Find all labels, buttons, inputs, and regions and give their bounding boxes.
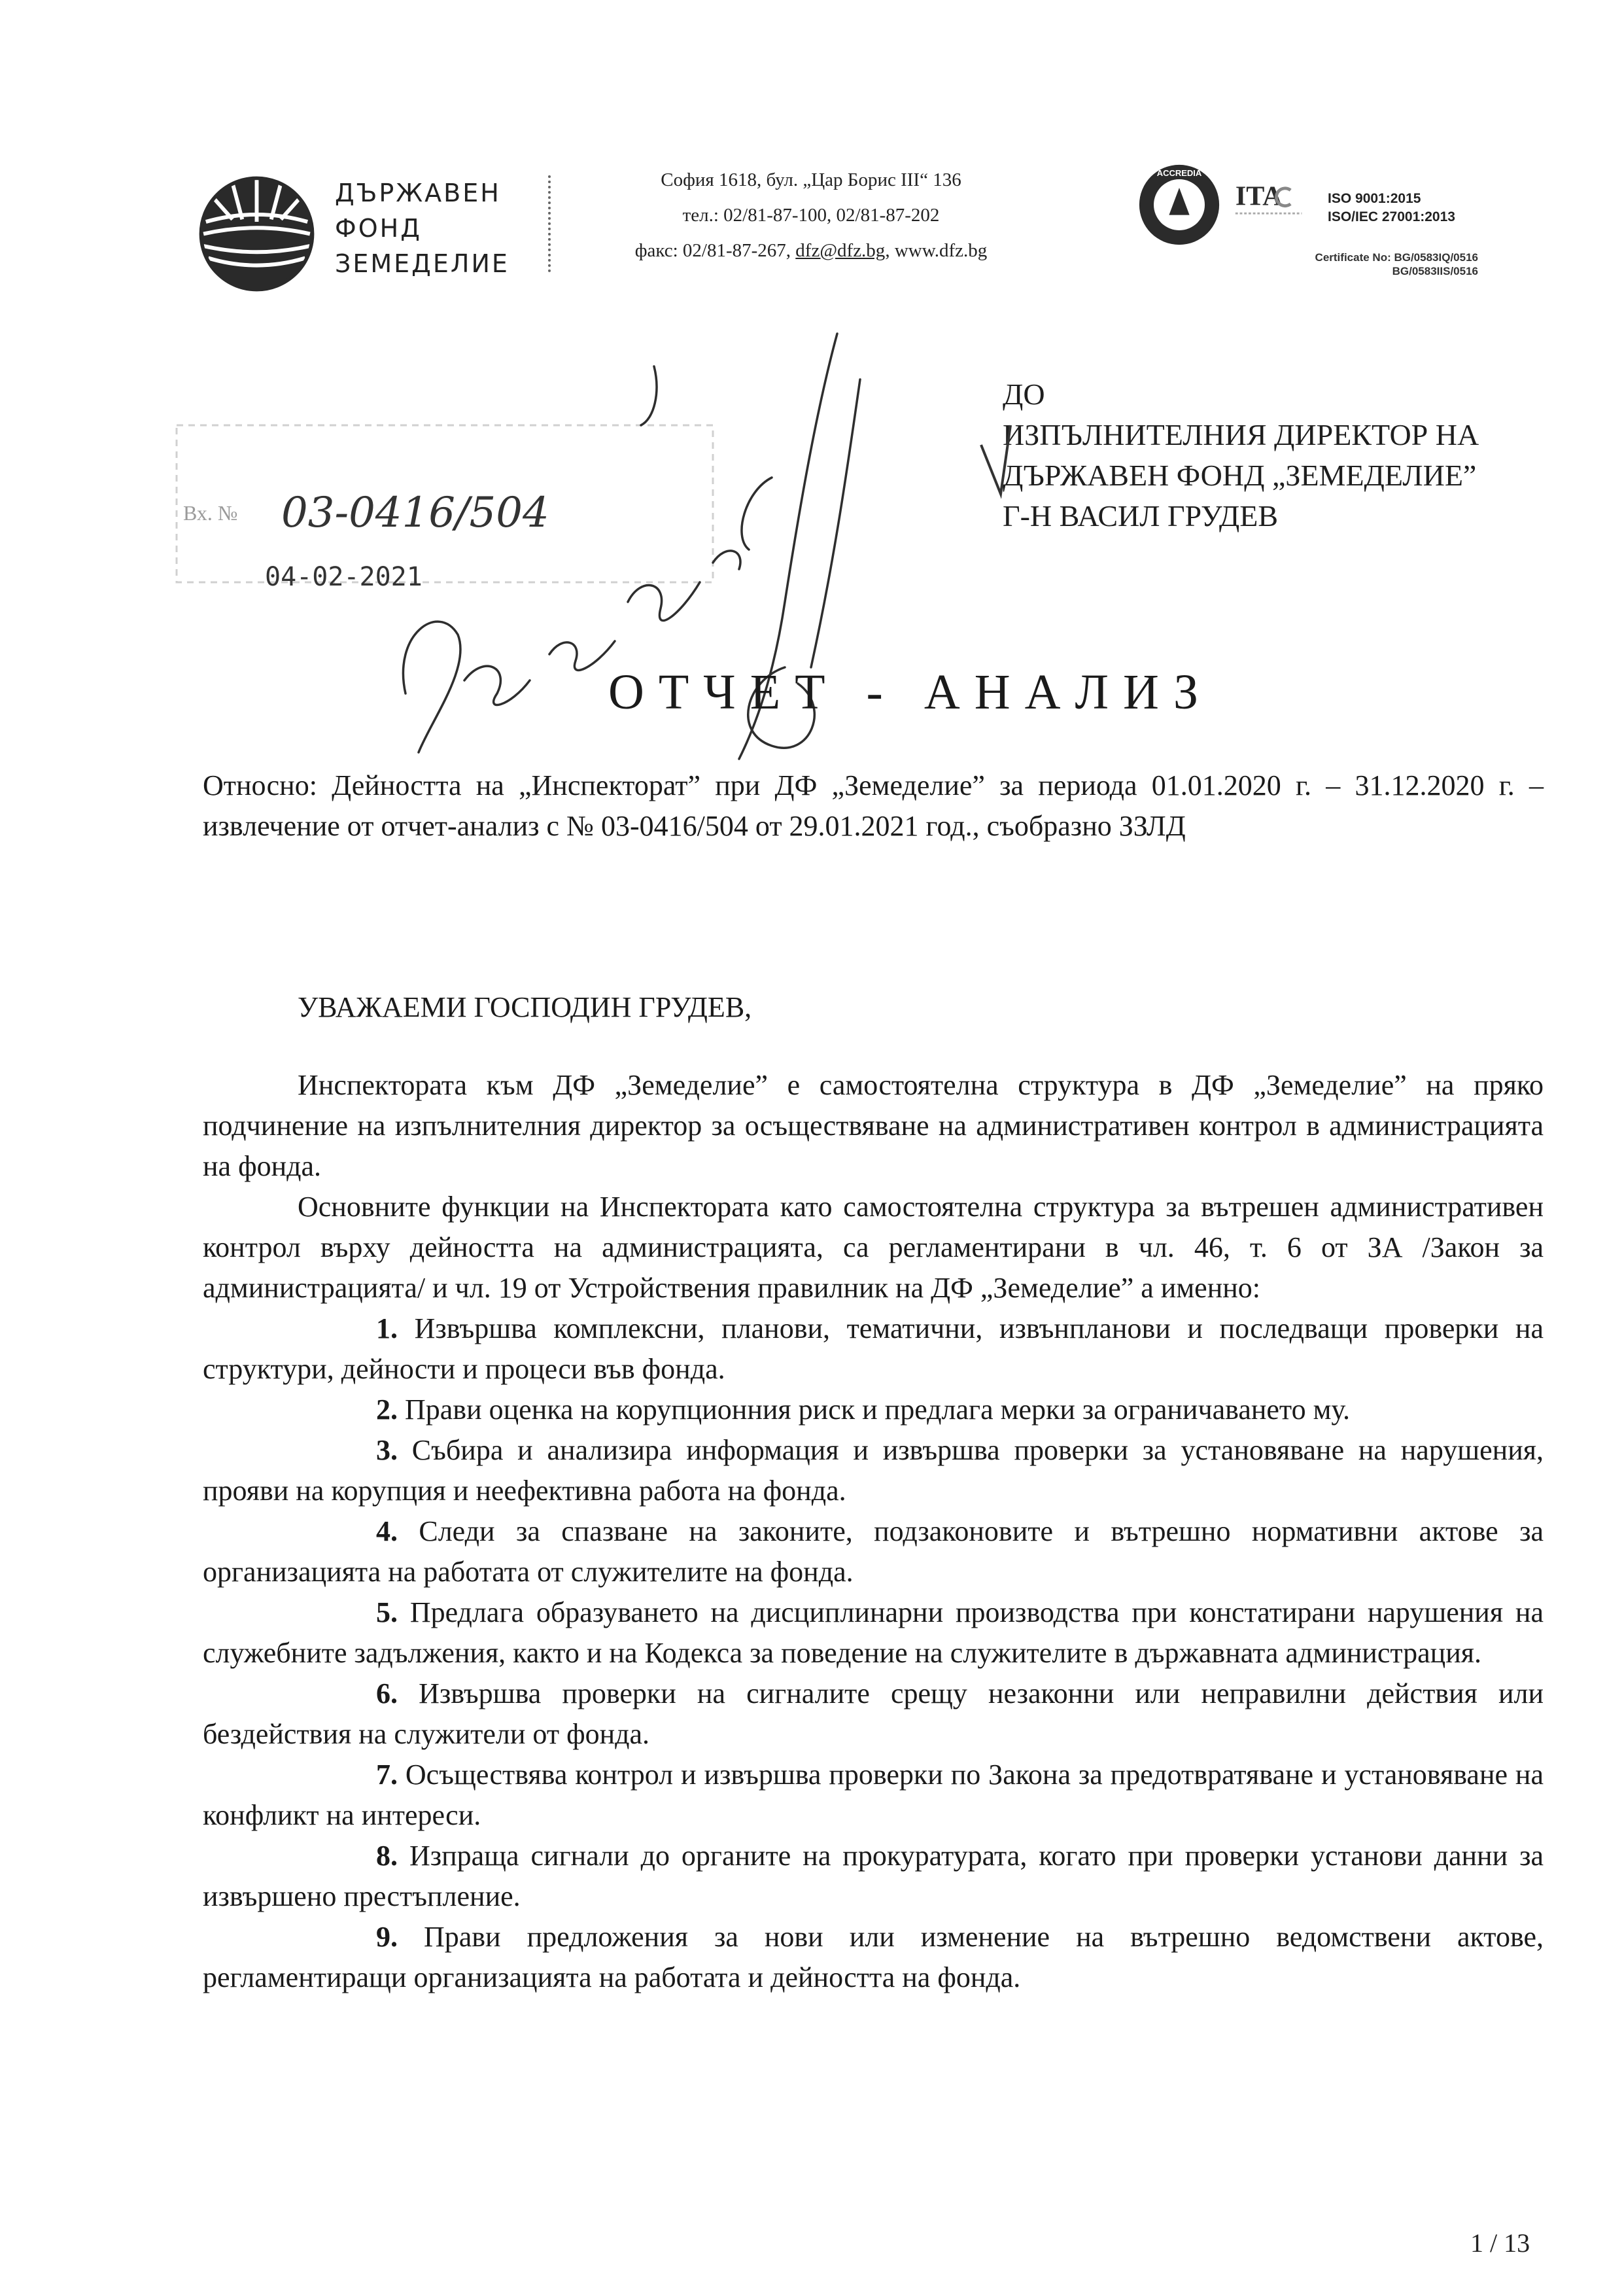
contact-fax: [576, 233, 1046, 268]
list-item: [203, 1511, 1544, 1592]
list-item-number: 7.: [376, 1759, 398, 1791]
functions-list: [203, 1308, 1544, 1998]
list-item-text: Събира и анализира информация и извършва проверки за установяване на нарушения, прояви на корупция и неефективна работа на фонда.: [203, 1434, 1544, 1507]
org-name-line: ФОНД: [335, 214, 422, 243]
stamp-registration-number: 03-0416/504: [281, 489, 549, 537]
list-item-number: 5.: [376, 1596, 398, 1628]
list-item-text: Изпраща сигнали до органите на прокуратурата, когато при проверки установи данни за извършено престъпление.: [203, 1840, 1544, 1912]
header-divider: [548, 175, 551, 272]
list-item-number: 9.: [376, 1921, 398, 1953]
list-item-text: Извършва комплексни, планови, тематични, извънпланови и последващи проверки на структури, дейности и процеси във фонда.: [203, 1312, 1544, 1385]
iso-standards: [1328, 190, 1455, 226]
subject-line: Относно: Дейността на „Инспекторат” при ДФ „Земеделие” за периода 01.01.2020 г. – 31.12.2020 г. – извлечение от отчет-анализ с № 03-0416/504 от 29.01.2021 год., съобразно ЗЗЛД: [203, 769, 1544, 842]
iso-line: ISO/IEC 27001:2013: [1328, 209, 1455, 224]
addressee-line: ИЗПЪЛНИТЕЛНИЯ ДИРЕКТОР НА: [1003, 418, 1479, 451]
document-title: ОТЧЕТ - АНАЛИЗ: [608, 665, 1213, 720]
list-item-number: 4.: [376, 1515, 398, 1547]
body-paragraph: Инспектората към ДФ „Земеделие” е самостоятелна структура в ДФ „Земеделие” на пряко подчинение на изпълнителния директор за осъществяване на административен контрол в администрацията на фонда.: [203, 1069, 1544, 1182]
list-item: [203, 1673, 1544, 1755]
ita-certification-logo-icon: [1233, 178, 1308, 224]
list-item-text: Предлага образуването на дисциплинарни производства при констатирани нарушения на служебните задължения, както и на Кодекса за поведение на служителите в държавната администрация.: [203, 1596, 1544, 1669]
iso-line: ISO 9001:2015: [1328, 191, 1421, 206]
contact-phone: тел.: 02/81-87-100, 02/81-87-202: [682, 205, 940, 226]
stamp-label: Вх. №: [183, 501, 238, 525]
addressee-line: ДЪРЖАВЕН ФОНД „ЗЕМЕДЕЛИЕ”: [1003, 459, 1477, 492]
list-item-text: Осъществява контрол и извършва проверки по Закона за предотвратяване и установяване на конфликт на интереси.: [203, 1759, 1544, 1831]
organization-name: [335, 175, 510, 281]
list-item-number: 2.: [376, 1393, 398, 1426]
addressee-block: [1003, 374, 1479, 536]
list-item-number: 3.: [376, 1434, 398, 1466]
addressee-line: ДО: [1003, 377, 1045, 411]
svg-text:ITA: ITA: [1235, 181, 1283, 212]
contact-address: София 1618, бул. „Цар Борис III“ 136: [661, 169, 961, 190]
certificate-line: Certificate No: BG/0583IQ/0516: [1315, 251, 1478, 264]
list-item-text: Прави предложения за нови или изменение на вътрешно ведомствени актове, регламентиращи организацията на работата и дейността на фонда.: [203, 1921, 1544, 1993]
list-item-text: Прави оценка на корупционния риск и предлага мерки за ограничаването му.: [398, 1393, 1351, 1426]
list-item: [203, 1430, 1544, 1511]
list-item: [203, 1917, 1544, 1998]
dfz-logo-icon: [196, 173, 317, 294]
list-item: [203, 1836, 1544, 1917]
check-mark-icon: [981, 425, 1011, 494]
certificate-line: BG/0583IIS/0516: [1392, 265, 1478, 277]
accredia-seal-icon: [1137, 162, 1222, 247]
list-item: [203, 1308, 1544, 1390]
email-link[interactable]: dfz@dfz.bg: [795, 240, 886, 261]
stamp-date: 04-02-2021: [265, 562, 423, 592]
greeting: УВАЖАЕМИ ГОСПОДИН ГРУДЕВ,: [298, 991, 752, 1023]
list-item: [203, 1592, 1544, 1673]
list-item-text: Извършва проверки на сигналите срещу незаконни или неправилни действия или бездействия на служители от фонда.: [203, 1677, 1544, 1750]
org-name-line: ЗЕМЕДЕЛИЕ: [335, 249, 510, 278]
list-item-text: Следи за спазване на законите, подзаконовите и вътрешно нормативни актове за организацията на работата от служителите на фонда.: [203, 1515, 1544, 1588]
document-body: [203, 1065, 1544, 1998]
page-number: 1 / 13: [1470, 2228, 1530, 2258]
addressee-line: Г-Н ВАСИЛ ГРУДЕВ: [1003, 499, 1279, 533]
contact-block: [576, 162, 1046, 268]
org-name-line: ДЪРЖАВЕН: [335, 179, 501, 207]
list-item: [203, 1390, 1544, 1430]
certificate-numbers: [1203, 251, 1478, 278]
fax-prefix: факс: 02/81-87-267,: [634, 240, 796, 261]
list-item: [203, 1755, 1544, 1836]
website-text: , www.dfz.bg: [885, 240, 988, 261]
list-item-number: 6.: [376, 1677, 398, 1709]
svg-text:ACCREDIA: ACCREDIA: [1156, 167, 1202, 178]
list-item-number: 1.: [376, 1312, 398, 1344]
list-item-number: 8.: [376, 1840, 398, 1872]
body-paragraph: Основните функции на Инспектората като самостоятелна структура за вътрешен административен контрол върху дейността на администрацията, са регламентирани в чл. 46, т. 6 от ЗА /Закон за администрацията/ и чл. 19 от Устройствения правилник на ДФ „Земеделие” а именно:: [203, 1191, 1544, 1304]
